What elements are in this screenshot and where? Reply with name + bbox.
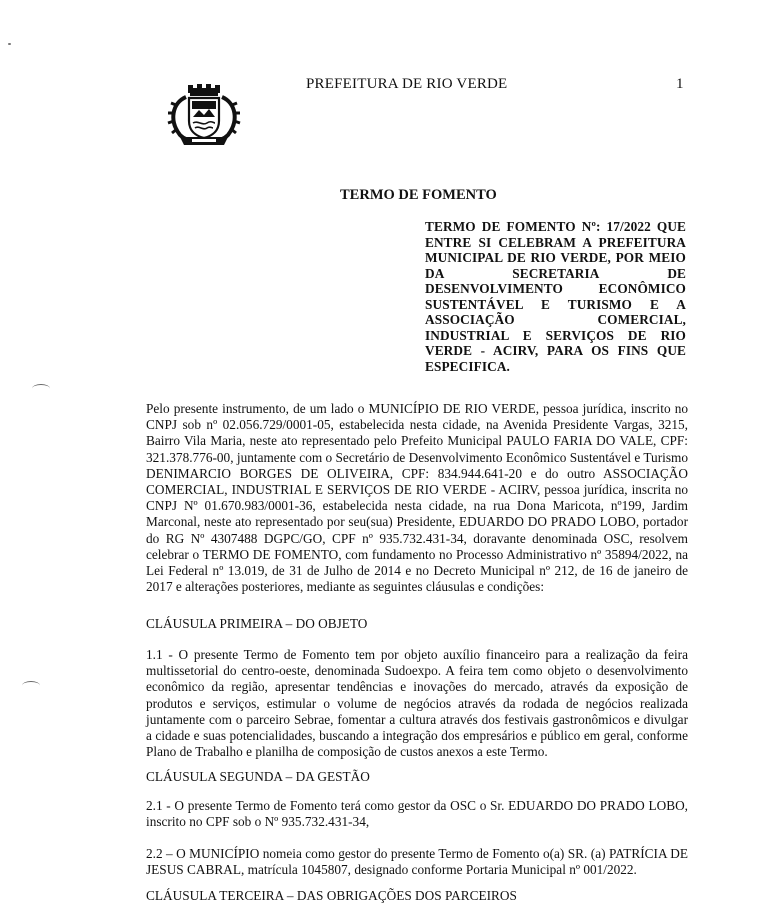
header-title: PREFEITURA DE RIO VERDE xyxy=(306,76,508,92)
intro-paragraph: Pelo presente instrumento, de um lado o MUNICÍPIO DE RIO VERDE, pessoa jurídica, inscrito no CNPJ sob nº 02.056.729/0001-05, estabelecida nesta cidade, na Avenida Presidente Vargas, 3215, Bairro Vila Maria, neste ato representado pelo Prefeito Municipal PAULO FARIA DO VALE, CPF: 321.378.776-00, juntamente com o Secretário de Desenvolvimento Econômico Sustentável e Turismo DENIMARCIO BORGES DE OLIVEIRA, CPF: 834.944.641-20 e do outro ASSOCIAÇÃO COMERCIAL, INDUSTRIAL E SERVIÇOS DE RIO VERDE - ACIRV, pessoa jurídica, inscrita no CNPJ Nº 01.670.983/0001-36, estabelecida nesta cidade, na rua Dona Maricota, nº199, Jardim Marconal, neste ato representado por seu(sua) Presidente, EDUARDO DO PRADO LOBO, portador do RG Nº 4307488 DGPC/GO, CPF nº 935.732.431-34, doravante denominada OSC, resolvem celebrar o TERMO DE FOMENTO, com fundamento no Processo Administrativo nº 35894/2022, na Lei Federal nº 13.019, de 31 de Julho de 2014 e no Decreto Municipal nº 212, de 16 de janeiro de 2017 e alterações posteriores, mediante as seguintes cláusulas e condições: xyxy=(146,401,688,595)
document-title: TERMO DE FOMENTO xyxy=(340,187,497,203)
clause-paragraph: 2.1 - O presente Termo de Fomento terá como gestor da OSC o Sr. EDUARDO DO PRADO LOBO, inscrito no CPF sob o Nº 935.732.431-34, xyxy=(146,798,688,830)
scan-speck xyxy=(8,43,11,45)
clause-heading: CLÁUSULA PRIMEIRA – DO OBJETO xyxy=(146,616,368,631)
page-number: 1 xyxy=(676,76,684,92)
margin-mark xyxy=(22,681,40,690)
clause-paragraph: 1.1 - O presente Termo de Fomento tem por objeto auxílio financeiro para a realização da feira multissetorial do centro-oeste, denominada Sudoexpo. A feira tem como objeto o desenvolvimento econômico da região, apresentar tendências e inovações do mercado, através da exposição de produtos e serviços, estimular o volume de negócios através da rodada de negócios realizada juntamente com o parceiro Sebrae, fomentar a cultura através dos festivais gastronômicos e divulgar a cidade e suas potencialidades, buscando a integração dos empresários e público em geral, conforme Plano de Trabalho e planilha de composição de custos anexos a este Termo. xyxy=(146,647,688,760)
clause-heading: CLÁUSULA TERCEIRA – DAS OBRIGAÇÕES DOS PARCEIROS xyxy=(146,888,517,903)
document-ementa: TERMO DE FOMENTO Nº: 17/2022 QUE ENTRE SI CELEBRAM A PREFEITURA MUNICIPAL DE RIO VERDE, POR MEIO DA SECRETARIA DE DESENVOLVIMENTO ECONÔMICO SUSTENTÁVEL E TURISMO E A ASSOCIAÇÃO COMERCIAL, INDUSTRIAL E SERVIÇOS DE RIO VERDE - ACIRV, PARA OS FINS QUE ESPECIFICA. xyxy=(425,219,686,374)
clause-heading: CLÁUSULA SEGUNDA – DA GESTÃO xyxy=(146,769,370,784)
margin-mark xyxy=(32,384,50,393)
municipal-coat-of-arms-icon xyxy=(166,79,242,147)
clause-paragraph: 2.2 – O MUNICÍPIO nomeia como gestor do presente Termo de Fomento o(a) SR. (a) PATRÍCIA DE JESUS CABRAL, matrícula 1045807, designado conforme Portaria Municipal nº 001/2022. xyxy=(146,846,688,878)
